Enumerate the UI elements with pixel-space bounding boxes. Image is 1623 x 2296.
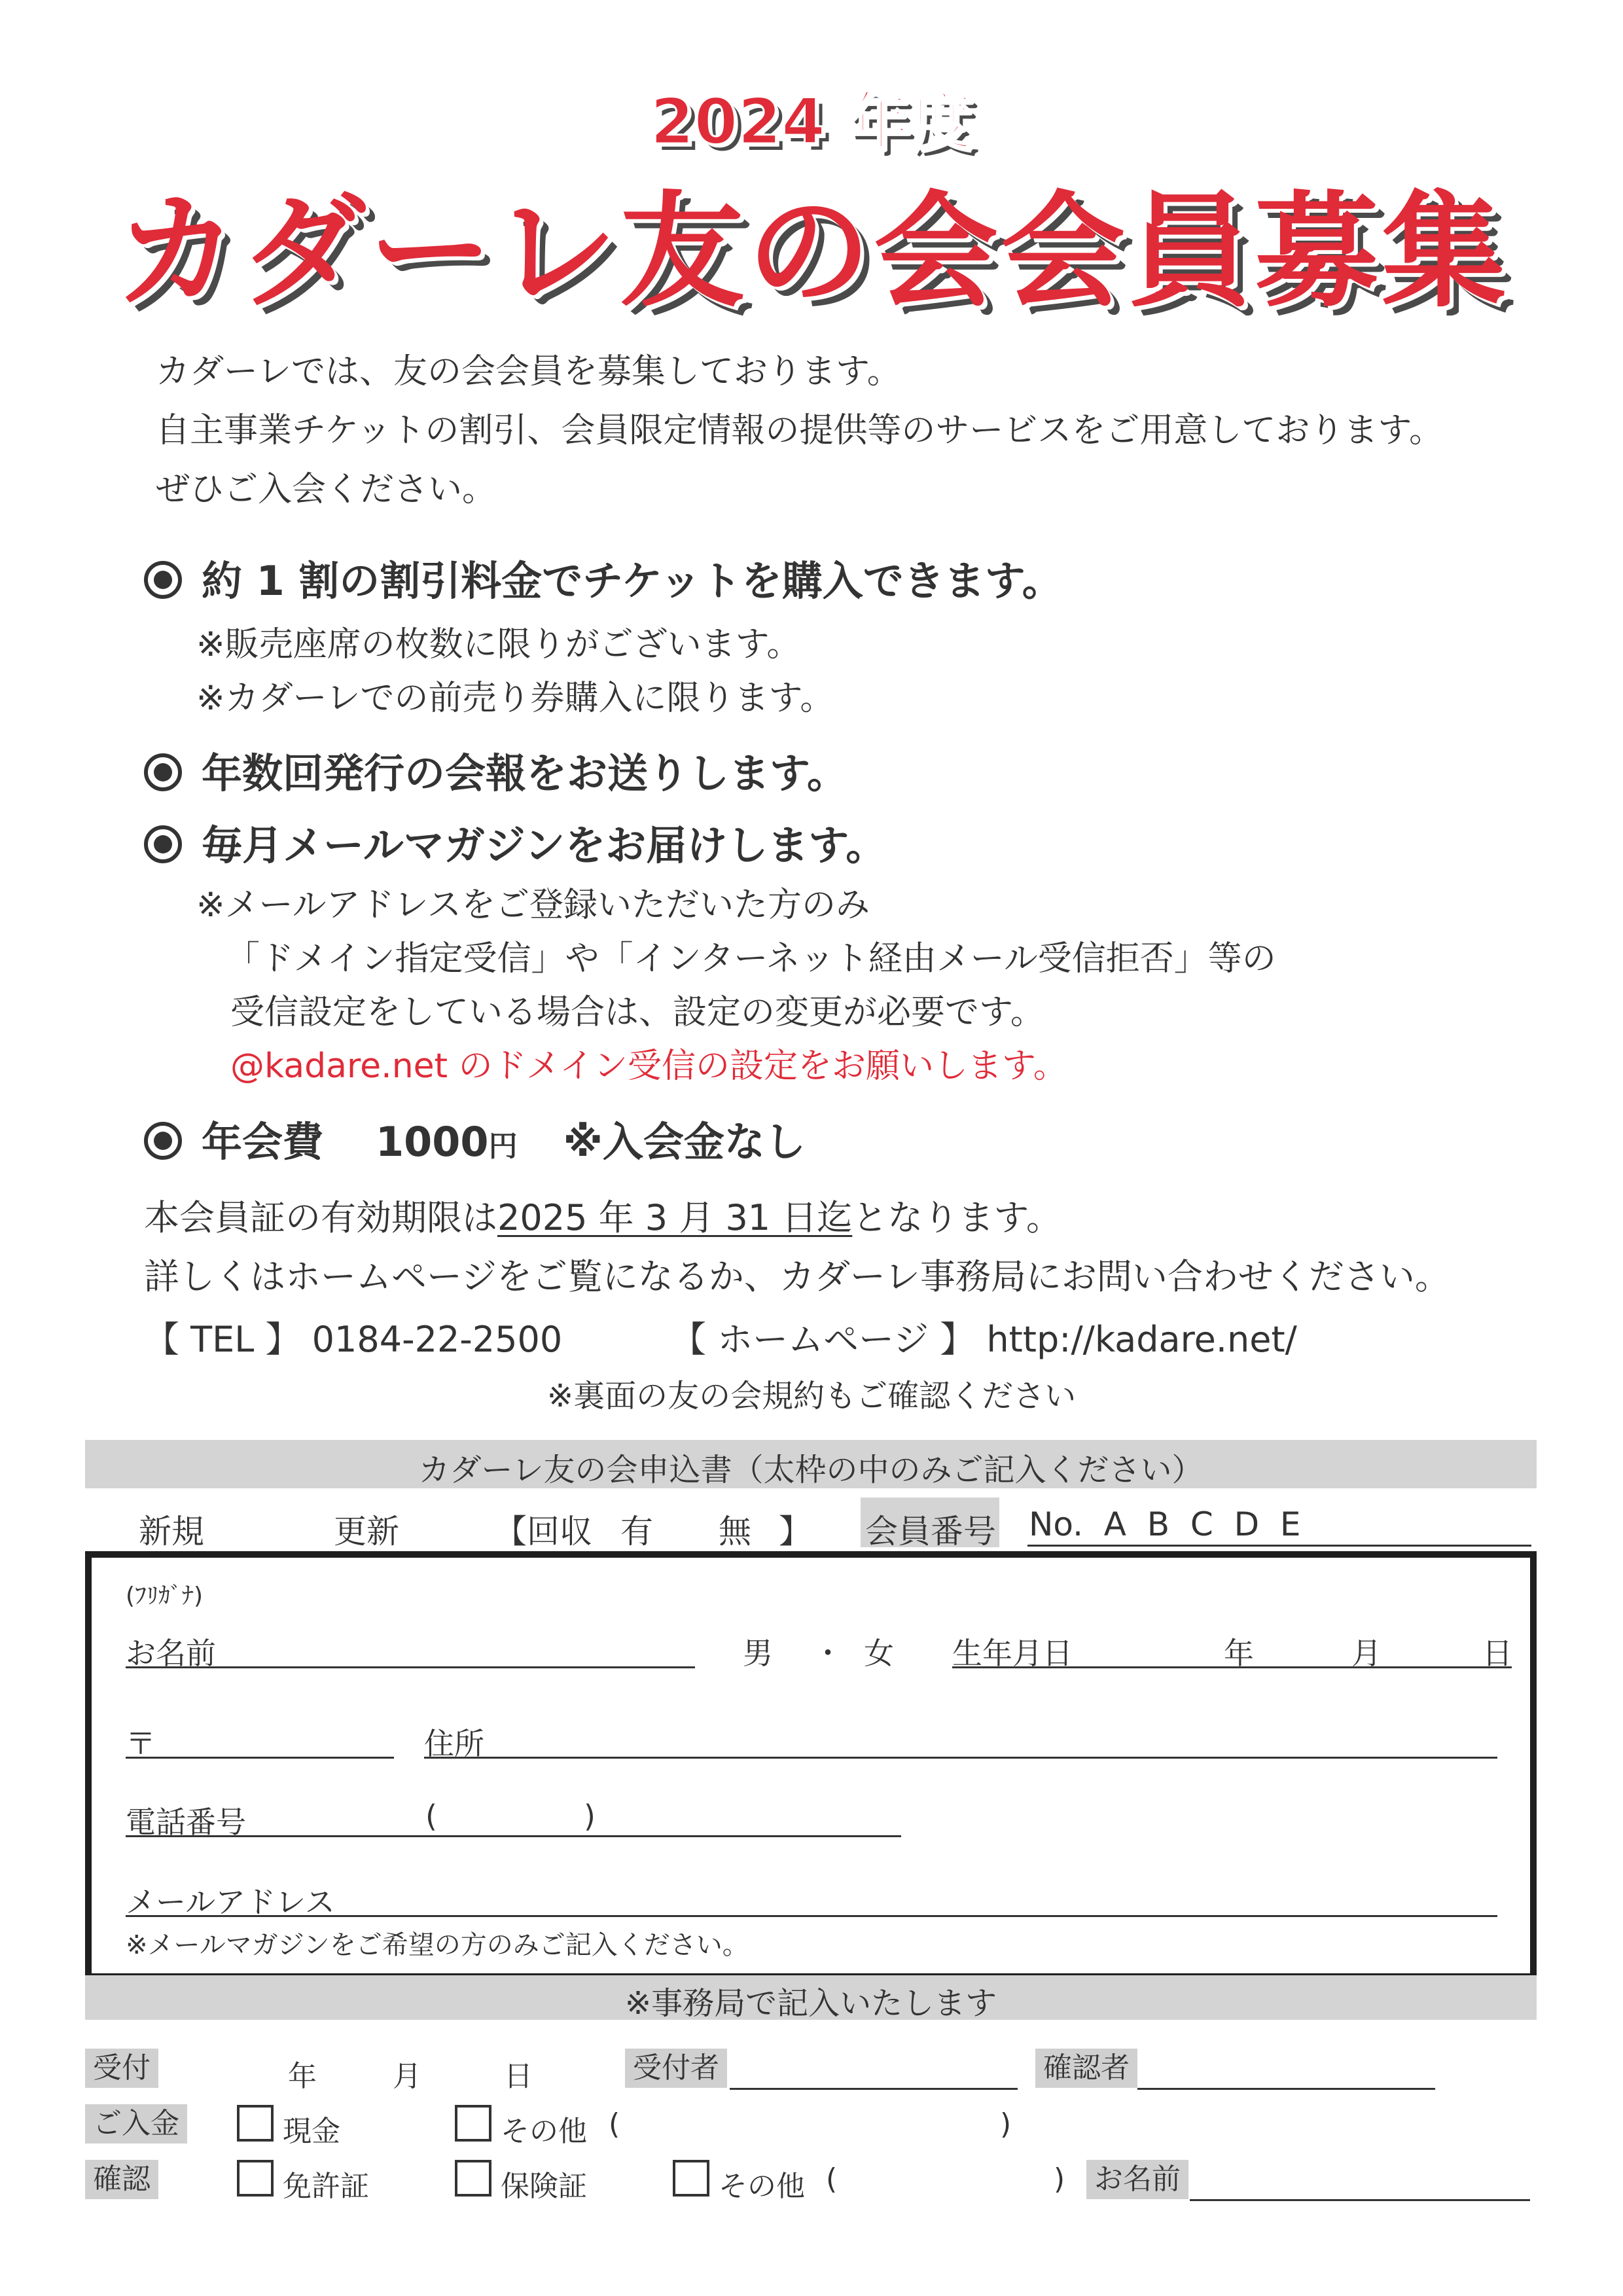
name2-field[interactable] <box>1190 2160 1530 2201</box>
confirm-label: 確認 <box>85 2160 158 2199</box>
cash-checkbox[interactable] <box>237 2105 274 2142</box>
birthday-label: 生年月日 <box>952 1636 1073 1671</box>
validity-line <box>144 1190 1061 1240</box>
received-month: 月 <box>393 2060 421 2093</box>
intro-line-1: カダーレでは、友の会会員を募集しております。 <box>156 352 901 391</box>
benefit-note: 「ドメイン指定受信」や「インターネット経由メール受信拒否」等の <box>226 939 1276 978</box>
fee-note: ※入会金なし <box>563 1118 806 1166</box>
insurance-checkbox[interactable] <box>455 2160 491 2197</box>
email-label: メールアドレス <box>126 1884 335 1920</box>
checker-field[interactable] <box>1137 2049 1435 2090</box>
validity-date: 2025 年 3 月 31 日迄 <box>497 1197 853 1238</box>
back-note: ※裏面の友の会規約もご確認ください <box>546 1378 1077 1414</box>
received-year: 年 <box>288 2060 317 2093</box>
intro-line-2: 自主事業チケットの割引、会員限定情報の提供等のサービスをご用意しております。 <box>156 411 1444 450</box>
postal-label: 〒 <box>126 1726 156 1761</box>
benefit-newsletter <box>144 741 847 799</box>
payment-other-close: ) <box>1000 2108 1012 2141</box>
name-field[interactable] <box>126 1630 695 1668</box>
license-label: 免許証 <box>283 2170 369 2203</box>
address-field[interactable] <box>424 1720 1497 1759</box>
collect-yes[interactable]: 有 <box>620 1513 653 1551</box>
collect-label: 【回収 <box>494 1513 592 1551</box>
furigana-label: (ﾌﾘｶﾞﾅ) <box>126 1583 204 1609</box>
title-year: 2024 年度 <box>650 85 973 158</box>
name2-label: お名前 <box>1086 2160 1188 2199</box>
bullet-icon <box>144 825 182 863</box>
contact-note: 詳しくはホームページをご覧になるか、カダーレ事務局にお問い合わせください。 <box>144 1256 1450 1297</box>
bullet-icon <box>144 1122 182 1160</box>
fee-label: 年会費 <box>202 1118 324 1166</box>
benefit-fee <box>144 1109 806 1168</box>
new-option[interactable]: 新規 <box>139 1513 204 1551</box>
member-no-label: 会員番号 <box>865 1513 996 1551</box>
checker-label: 確認者 <box>1035 2049 1137 2088</box>
intro-line-3: ぜひご入会ください。 <box>156 470 497 509</box>
fee-unit: 円 <box>488 1130 518 1163</box>
phone-field[interactable] <box>126 1799 901 1837</box>
postal-field[interactable] <box>126 1720 394 1759</box>
birthday-month: 月 <box>1351 1636 1382 1671</box>
phone-paren-open: ( <box>425 1799 437 1834</box>
confirm-other-open: ( <box>826 2162 838 2196</box>
receiver-label: 受付者 <box>625 2049 727 2088</box>
benefit-note: ※メールアドレスをご登録いただいた方のみ <box>196 886 870 925</box>
name-label: お名前 <box>126 1636 216 1671</box>
birthday-day: 日 <box>1482 1636 1512 1671</box>
form-heading: カダーレ友の会申込書（太枠の中のみご記入ください） <box>418 1452 1204 1488</box>
gender-female[interactable]: 女 <box>864 1636 894 1671</box>
payment-other-checkbox[interactable] <box>455 2105 491 2142</box>
payment-other-open: ( <box>609 2108 620 2141</box>
email-field[interactable] <box>126 1878 1497 1917</box>
validity-suffix: となります。 <box>852 1197 1062 1238</box>
confirm-other-checkbox[interactable] <box>673 2160 709 2197</box>
birthday-year: 年 <box>1224 1636 1254 1671</box>
phone-paren-close: ) <box>584 1799 596 1834</box>
payment-other-label: その他 <box>501 2115 587 2148</box>
benefit-mailmagazine-text: 毎月メールマガジンをお届けします。 <box>202 821 887 869</box>
insurance-label: 保険証 <box>501 2170 587 2203</box>
benefit-note: 受信設定をしている場合は、設定の変更が必要です。 <box>230 993 1044 1032</box>
gender-male[interactable]: 男 <box>743 1636 773 1671</box>
benefit-note: ※カダーレでの前売り券購入に限ります。 <box>196 679 834 718</box>
payment-label: ご入金 <box>85 2104 187 2144</box>
bullet-icon <box>144 753 182 791</box>
email-note: ※メールマガジンをご希望の方のみご記入ください。 <box>126 1930 749 1960</box>
homepage-info: 【 ホームページ 】 http://kadare.net/ <box>671 1319 1297 1360</box>
confirm-other-label: その他 <box>719 2170 805 2203</box>
receiver-field[interactable] <box>730 2049 1018 2090</box>
received-day: 日 <box>504 2060 533 2093</box>
benefit-mailmagazine <box>144 813 886 871</box>
benefit-newsletter-text: 年数回発行の会報をお送りします。 <box>202 749 848 797</box>
collect-end: 】 <box>779 1513 812 1551</box>
fee-amount: 1000 <box>376 1118 489 1166</box>
office-bar-text: ※事務局で記入いたします <box>624 1985 997 2022</box>
collect-no[interactable]: 無 <box>719 1513 751 1551</box>
tel-info: 【 TEL 】 0184-22-2500 <box>144 1319 563 1360</box>
gender-dot: ・ <box>813 1636 843 1671</box>
page-title: カダーレ友の会会員募集 <box>114 179 1509 324</box>
bullet-icon <box>144 561 182 599</box>
benefit-note: ※販売座席の枚数に限りがございます。 <box>196 625 801 664</box>
phone-label: 電話番号 <box>126 1804 246 1840</box>
renew-option[interactable]: 更新 <box>334 1513 399 1551</box>
benefit-discount-text: 約 1 割の割引料金でチケットを購入できます。 <box>202 557 1063 605</box>
domain-setting-note: @kadare.net のドメイン受信の設定をお願いします。 <box>230 1047 1067 1086</box>
cash-label: 現金 <box>283 2115 340 2148</box>
received-label: 受付 <box>85 2049 158 2088</box>
address-label: 住所 <box>424 1726 484 1761</box>
validity-prefix: 本会員証の有効期限は <box>144 1197 497 1238</box>
benefit-discount <box>144 548 1063 607</box>
member-no-value: No. A B C D E <box>1029 1505 1301 1543</box>
license-checkbox[interactable] <box>237 2160 274 2197</box>
confirm-other-close: ) <box>1054 2162 1065 2196</box>
